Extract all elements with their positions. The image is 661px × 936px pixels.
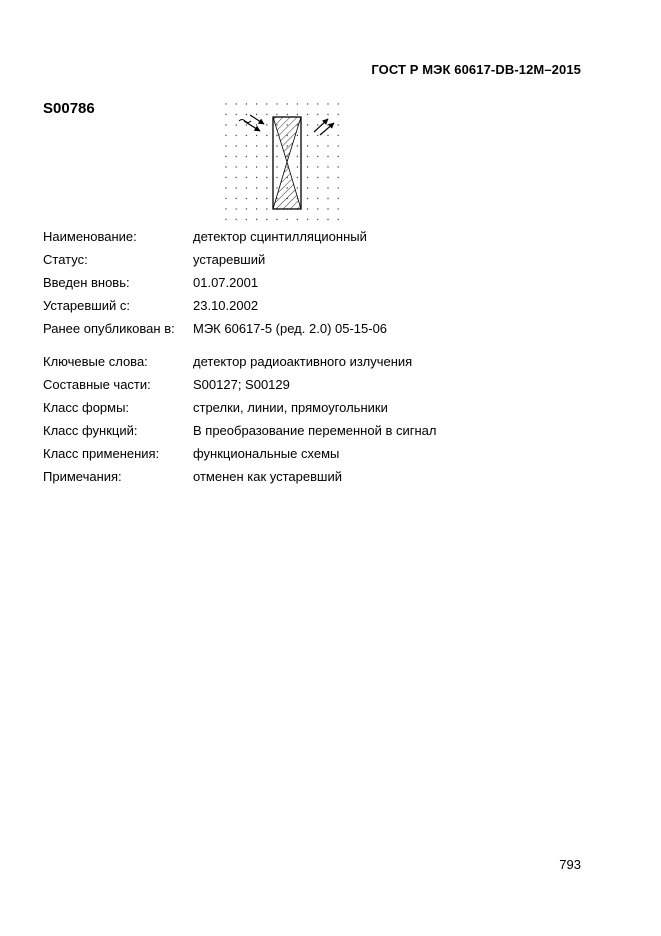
property-row [43,373,563,396]
symbol-code: S00786 [43,100,95,117]
property-row [43,465,563,488]
property-value: стрелки, линии, прямоугольники [193,400,388,415]
property-value: S00127; S00129 [193,377,290,392]
property-label: Устаревший с: [43,298,130,313]
property-row [43,248,563,271]
property-label: Составные части: [43,377,151,392]
property-row [43,419,563,442]
property-row [43,271,563,294]
property-value: МЭК 60617-5 (ред. 2.0) 05-15-06 [193,321,388,336]
property-label: Статус: [43,252,88,267]
property-row [43,317,563,340]
property-value: В преобразование переменной в сигнал [193,423,437,438]
properties-main [43,225,563,340]
property-value: функциональные схемы [193,446,340,461]
property-label: Ключевые слова: [43,354,148,369]
property-row [43,350,563,373]
property-row [43,294,563,317]
property-value: детектор сцинтилляционный [193,229,367,244]
scintillation-detector-symbol-icon [222,100,352,224]
property-label: Класс формы: [43,400,130,415]
property-value: устаревший [193,252,266,267]
property-label: Класс применения: [43,446,160,461]
property-row [43,442,563,465]
property-row [43,225,563,248]
property-label: Введен вновь: [43,275,130,290]
property-label: Наименование: [43,229,137,244]
property-label: Ранее опубликован в: [43,321,175,336]
document-header: ГОСТ Р МЭК 60617-DB-12M–2015 [371,62,581,77]
property-label: Примечания: [43,469,122,484]
property-value: 01.07.2001 [193,275,259,290]
property-value: отменен как устаревший [193,469,342,484]
properties-extra [43,350,563,488]
property-label: Класс функций: [43,423,138,438]
property-row [43,396,563,419]
page-number: 793 [559,857,581,872]
property-value: 23.10.2002 [193,298,259,313]
property-value: детектор радиоактивного излучения [193,354,413,369]
